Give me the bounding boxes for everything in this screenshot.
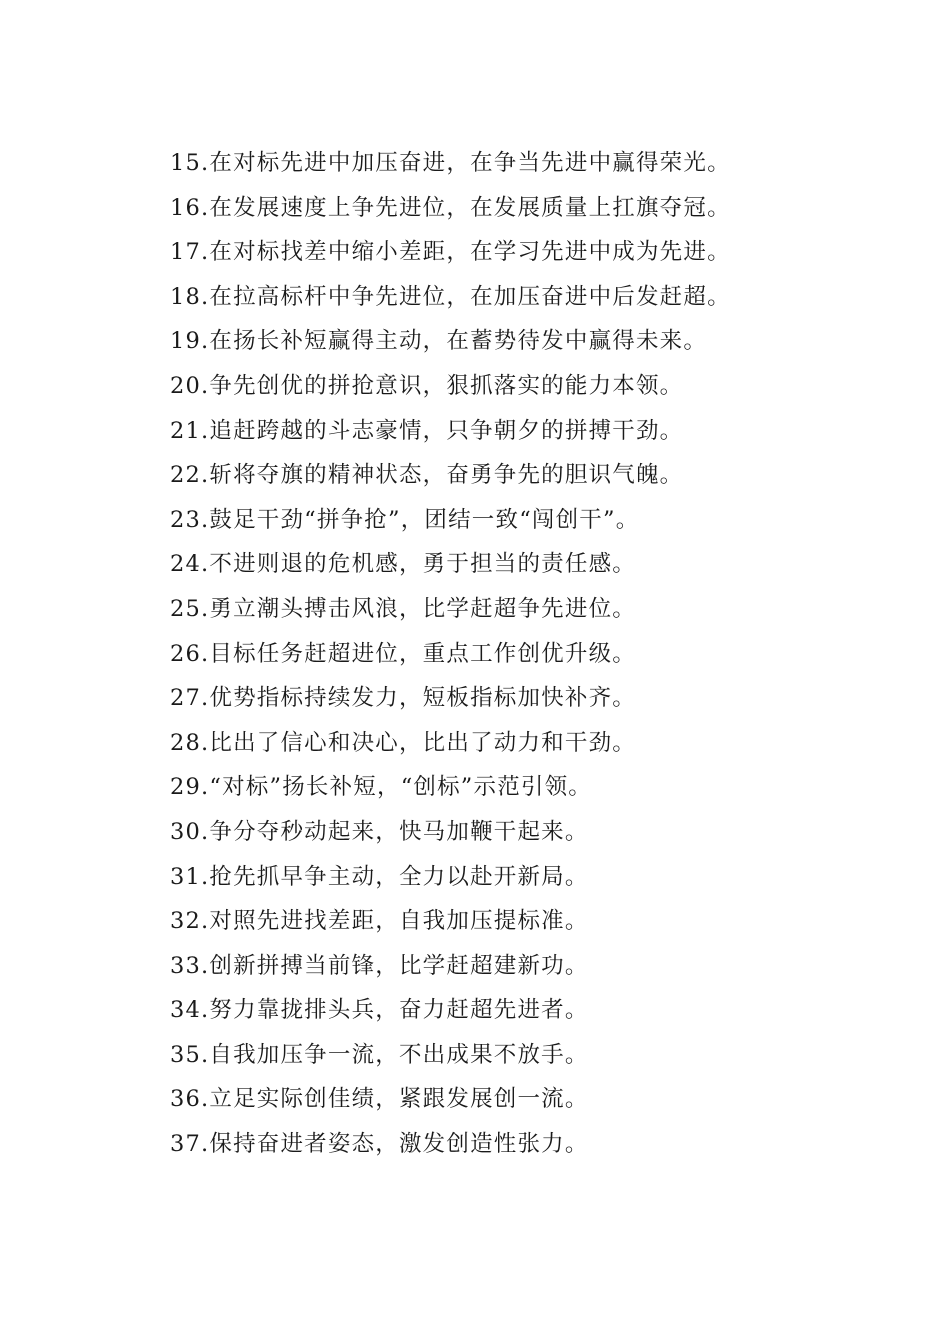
list-item: 15.在对标先进中加压奋进，在争当先进中赢得荣光。 (170, 150, 731, 176)
slogan-list (170, 141, 731, 1167)
list-item: 27.优势指标持续发力，短板指标加快补齐。 (170, 685, 636, 712)
list-item: 29.“对标”扬长补短，“创标”示范引领。 (170, 774, 592, 801)
list-item: 32.对照先进找差距，自我加压提标准。 (170, 908, 589, 935)
list-item: 28.比出了信心和决心，比出了动力和干劲。 (170, 729, 636, 756)
list-item: 25.勇立潮头搏击风浪，比学赶超争先进位。 (170, 595, 636, 622)
list-item: 24.不进则退的危机感，勇于担当的责任感。 (170, 551, 636, 578)
list-item: 17.在对标找差中缩小差距，在学习先进中成为先进。 (170, 239, 731, 266)
list-item: 18.在拉高标杆中争先进位，在加压奋进中后发赶超。 (170, 283, 731, 310)
list-item: 36.立足实际创佳绩，紧跟发展创一流。 (170, 1086, 589, 1113)
list-item: 33.创新拼搏当前锋，比学赶超建新功。 (170, 952, 589, 979)
list-item: 22.斩将夺旗的精神状态，奋勇争先的胆识气魄。 (170, 462, 684, 489)
list-item: 23.鼓足干劲“拼争抢”，团结一致“闯创干”。 (170, 506, 640, 533)
list-item: 34.努力靠拢排头兵，奋力赶超先进者。 (170, 997, 589, 1024)
list-item: 16.在发展速度上争先进位，在发展质量上扛旗夺冠。 (170, 194, 731, 221)
list-item: 21.追赶跨越的斗志豪情，只争朝夕的拼搏干劲。 (170, 417, 684, 444)
list-item: 30.争分夺秒动起来，快马加鞭干起来。 (170, 818, 589, 845)
list-item: 31.抢先抓早争主动，全力以赴开新局。 (170, 863, 589, 890)
list-item: 20.争先创优的拼抢意识，狠抓落实的能力本领。 (170, 372, 684, 399)
list-item: 19.在扬长补短赢得主动，在蓄势待发中赢得未来。 (170, 328, 708, 355)
list-item: 26.目标任务赶超进位，重点工作创优升级。 (170, 640, 636, 667)
list-item: 37.保持奋进者姿态，激发创造性张力。 (170, 1131, 589, 1158)
list-item: 35.自我加压争一流，不出成果不放手。 (170, 1041, 589, 1068)
